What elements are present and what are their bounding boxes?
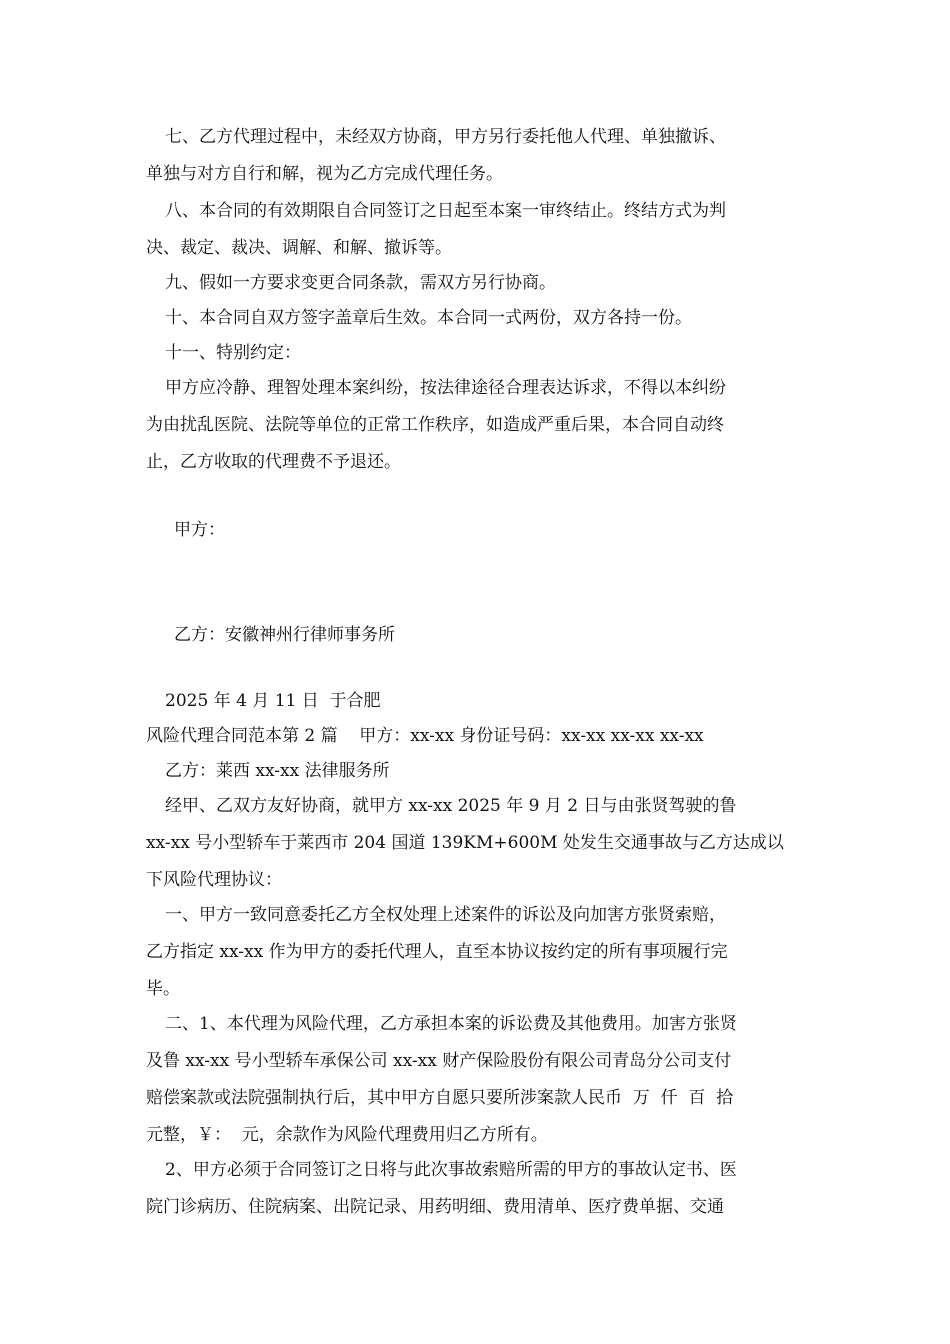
- signature-party-a: 甲方：: [174, 520, 225, 540]
- text-line: 及鲁 xx-xx 号小型轿车承保公司 xx-xx 财产保险股份有限公司青岛分公司支付: [146, 1051, 732, 1071]
- text-line: 甲方应冷静、理智处理本案纠纷，按法律途径合理表达诉求，不得以本纠纷: [165, 378, 726, 398]
- text-line: 赔偿案款或法院强制执行后，其中甲方自愿只要所涉案款人民币 万 仟 百 拾: [146, 1088, 734, 1108]
- text-line: 院门诊病历、住院病案、出院记录、用药明细、费用清单、医疗费单据、交通: [146, 1197, 724, 1217]
- text-line: 下风险代理协议：: [146, 870, 282, 890]
- text-line: 十一、特别约定：: [165, 343, 301, 363]
- signature-party-b: 乙方：安徽神州行律师事务所: [174, 625, 395, 645]
- text-line: 七、乙方代理过程中，未经双方协商，甲方另行委托他人代理、单独撤诉、: [165, 127, 726, 147]
- text-line: 九、假如一方要求变更合同条款，需双方另行协商。: [165, 273, 556, 293]
- text-line: 单独与对方自行和解，视为乙方完成代理任务。: [146, 164, 503, 184]
- text-line: 十、本合同自双方签字盖章后生效。本合同一式两份，双方各持一份。: [165, 308, 692, 328]
- text-line: 乙方指定 xx-xx 作为甲方的委托代理人，直至本协议按约定的所有事项履行完: [146, 942, 728, 962]
- text-line: 2、甲方必须于合同签订之日将与此次事故索赔所需的甲方的事故认定书、医: [165, 1160, 737, 1180]
- text-line: 一、甲方一致同意委托乙方全权处理上述案件的诉讼及向加害方张贤索赔，: [165, 905, 726, 925]
- text-line: 二、1、本代理为风险代理，乙方承担本案的诉讼费及其他费用。加害方张贤: [165, 1014, 737, 1034]
- section-heading: 风险代理合同范本第 2 篇 甲方：xx-xx 身份证号码：xx-xx xx-xx xx-xx: [146, 726, 704, 746]
- text-line: 乙方：莱西 xx-xx 法律服务所: [165, 761, 390, 781]
- text-line: 八、本合同的有效期限自合同签订之日起至本案一审终结止。终结方式为判: [165, 201, 726, 221]
- text-line: 经甲、乙双方友好协商，就甲方 xx-xx 2025 年 9 月 2 日与由张贤驾驶的鲁: [165, 796, 737, 816]
- text-line: 为由扰乱医院、法院等单位的正常工作秩序，如造成严重后果，本合同自动终: [146, 415, 724, 435]
- text-line: xx-xx 号小型轿车于莱西市 204 国道 139KM+600M 处发生交通事故与乙方达成以: [146, 833, 784, 853]
- text-line: 止，乙方收取的代理费不予退还。: [146, 452, 401, 472]
- text-line: 毕。: [146, 979, 180, 999]
- sign-date: 2025 年 4 月 11 日 于合肥: [165, 691, 381, 711]
- text-line: 元整，￥： 元，余款作为风险代理费用归乙方所有。: [146, 1125, 548, 1145]
- text-line: 决、裁定、裁决、调解、和解、撤诉等。: [146, 238, 452, 258]
